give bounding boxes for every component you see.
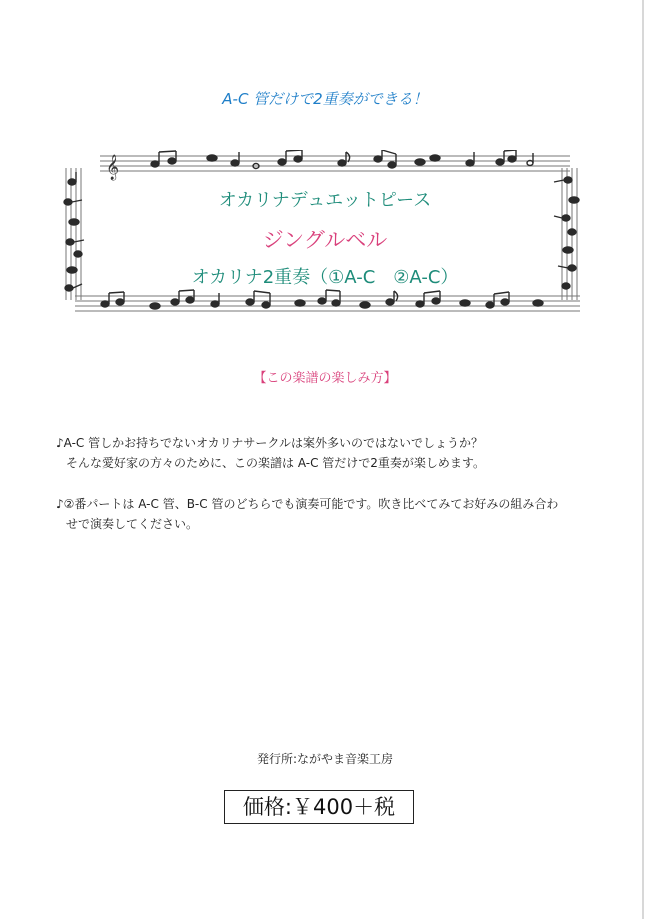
price-box: 価格:￥400＋税	[224, 790, 414, 824]
series-title: オカリナデュエットピース	[218, 190, 432, 211]
publisher: 発行所:ながやま音楽工房	[256, 752, 394, 766]
enjoy-heading: 【この楽譜の楽しみ方】	[253, 371, 397, 386]
song-title: ジングルベル	[262, 228, 388, 252]
arrangement-title: オカリナ2重奏（①A-C ②A-C）	[191, 267, 459, 288]
description-paragraph	[56, 494, 616, 534]
description-paragraph	[56, 433, 616, 473]
paragraph-line: ♪A-C 管しかお持ちでないオカリナサークルは案外多いのではないでしょうか？	[56, 436, 484, 450]
paragraph-line: そんな愛好家の方々のために、この楽譜は A-C 管だけで2重奏が楽しめます。	[66, 456, 485, 470]
paragraph-line: ♪②番パートは A-C 管、B-C 管のどちらでも演奏可能です。吹き比べてみてお好みの組み合わ	[56, 497, 559, 511]
svg-text:𝄞: 𝄞	[106, 155, 120, 180]
paragraph-line: せで演奏してください。	[66, 517, 199, 531]
tagline: A-C 管だけで2重奏ができる！	[222, 90, 428, 108]
